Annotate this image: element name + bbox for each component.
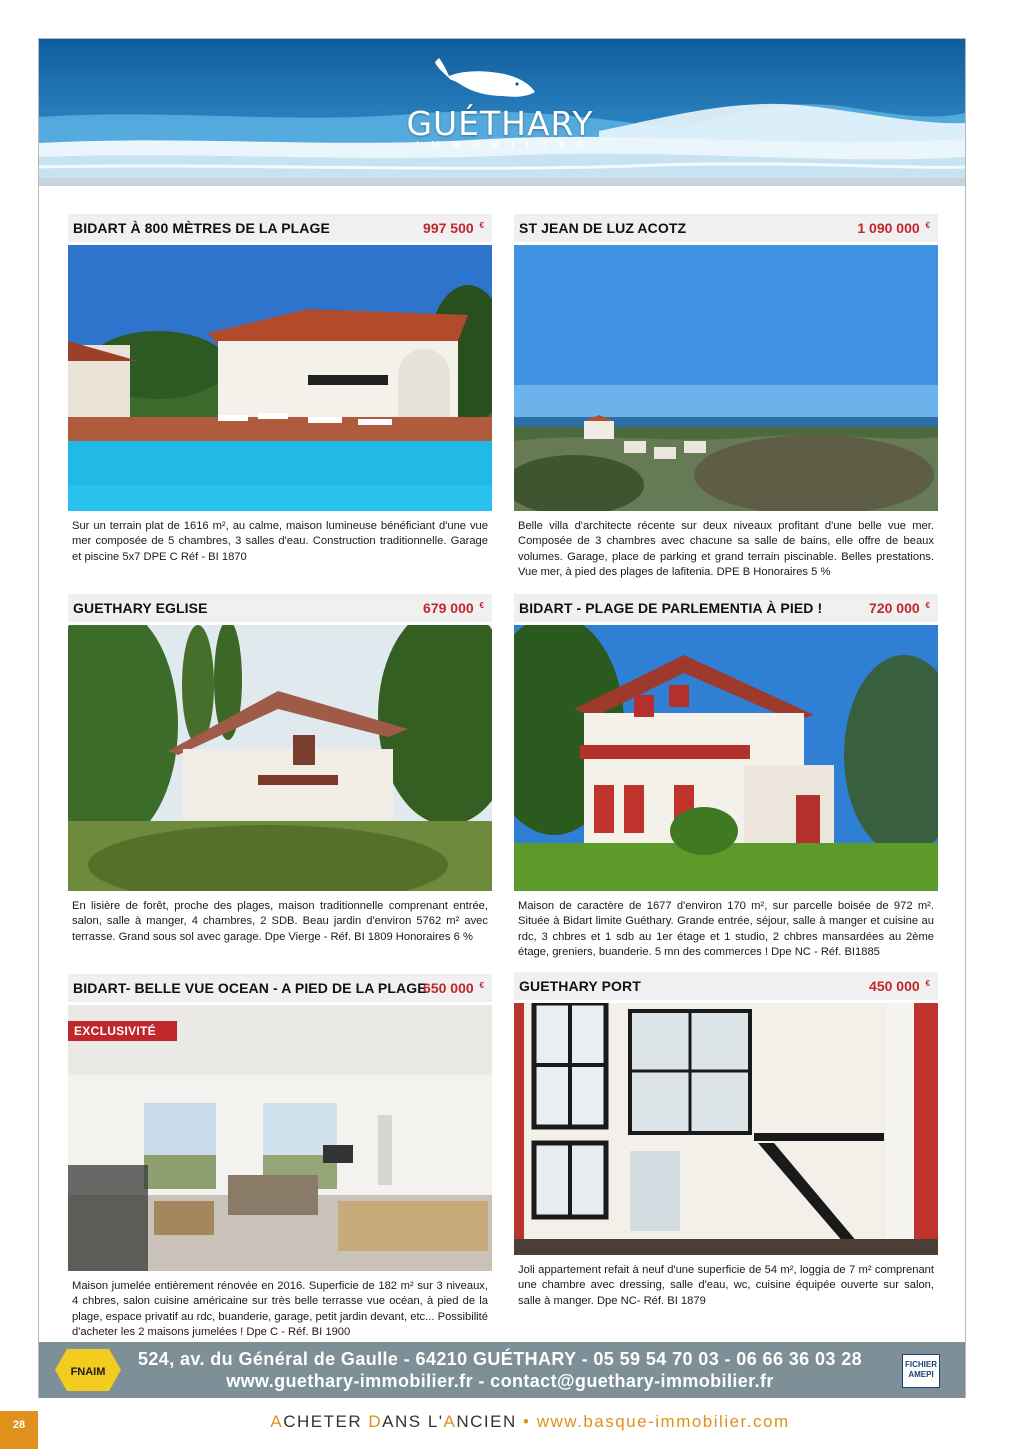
listing-description: Joli appartement refait à neuf d'une superficie de 54 m², loggia de 7 m² comprenant une chambre avec dressing, salle d'eau, wc, cuisine équipée ouverte sur salon, salle à manger. Dpe NC- Réf. BI 1879 [518, 1264, 934, 1307]
footer-tagline: ACHETER DANS L'ANCIEN • www.basque-immobilier.com [270, 1412, 790, 1431]
contact-address: 524, av. du Général de Gaulle - 64210 GUÉTHARY - 05 59 54 70 03 - 06 66 36 03 28 [137, 1349, 863, 1369]
banner-divider [39, 178, 965, 186]
listing-title: BIDART À 800 MÈTRES DE LA PLAGE [73, 220, 330, 236]
listing-description: Sur un terrain plat de 1616 m², au calme, maison lumineuse bénéficiant d'une vue mer composée de 5 chambres, 3 salles d'eau. Construction traditionnelle. Garage et piscine 5x7 DPE C Réf - BI 1870 [72, 520, 488, 563]
contact-web-email[interactable]: www.guethary-immobilier.fr - contact@guethary-immobilier.fr [226, 1371, 774, 1391]
footer-website-link[interactable]: www.basque-immobilier.com [536, 1412, 790, 1431]
listing-header [68, 214, 492, 242]
listing-title: GUETHARY EGLISE [73, 600, 208, 616]
listing-description: Maison de caractère de 1677 d'environ 170 m², sur parcelle boisée de 972 m². Située à Bidart limite Guéthary. Grande entrée, séjour, salle à manger et cuisine au rdc, 3 chbres et 1 sdb au 1er étage et 1 studio, 2 chbres mansardées au 2ème étage, greniers, buanderie. 5 mn des commerces ! Dpe NC - Réf. BI1885 [518, 900, 934, 959]
svg-text:FNAIM: FNAIM [70, 1366, 106, 1378]
listing-header [68, 974, 492, 1002]
listing-title: BIDART - PLAGE DE PARLEMENTIA À PIED ! [519, 600, 823, 616]
whale-logo-icon [433, 52, 541, 100]
listing-card[interactable] [68, 214, 492, 565]
listing-header [514, 972, 938, 1000]
listing-price: 1 090 000 € [857, 220, 930, 236]
exclusivity-badge: EXCLUSIVITÉ [68, 1021, 177, 1041]
listing-price: 997 500 € [423, 220, 484, 236]
listing-price: 679 000 € [423, 600, 484, 616]
listing-photo[interactable] [514, 1003, 938, 1255]
listing-card[interactable] [68, 594, 492, 945]
listing-title: GUETHARY PORT [519, 978, 641, 994]
listing-card[interactable] [514, 594, 938, 961]
listing-photo[interactable] [68, 1005, 492, 1271]
listing-description: En lisière de forêt, proche des plages, maison traditionnelle comprenant entrée, salon, salle à manger, 4 chambres, 2 SDB. Beau jardin d'environ 5762 m² avec terrasse. Grand sous sol avec garage. Dpe Vierge - Réf. BI 1809 Honoraires 6 % [72, 900, 488, 943]
listing-header [68, 594, 492, 622]
listing-photo[interactable] [68, 625, 492, 891]
listing-photo[interactable] [514, 245, 938, 511]
listing-price: 450 000 € [869, 978, 930, 994]
listing-title: ST JEAN DE LUZ ACOTZ [519, 220, 687, 236]
listing-photo[interactable] [514, 625, 938, 891]
brand-name: GUÉTHARY [406, 104, 594, 143]
listing-price: 720 000 € [869, 600, 930, 616]
listing-card[interactable] [514, 214, 938, 581]
listing-header [514, 214, 938, 242]
page-number: 28 [0, 1411, 38, 1449]
listing-title: BIDART- BELLE VUE OCEAN - A PIED DE LA PLAGE [73, 980, 427, 996]
brand-subtitle: IMMOBILIER [416, 140, 596, 151]
listing-photo[interactable] [68, 245, 492, 511]
listing-description: Maison jumelée entièrement rénovée en 2016. Superficie de 182 m² sur 3 niveaux, 4 chbres, salon cuisine américaine sur très belle terrasse vue océan, à pied de la plage, espace privatif au rdc, buanderie, garage, petit jardin devant, etc... Possibilité d'acheter les 2 maisons jumelées ! Dpe C - Réf. BI 1900 [72, 1280, 488, 1339]
listing-header [514, 594, 938, 622]
listing-description: Belle villa d'architecte récente sur deux niveaux profitant d'une belle vue mer. Composée de 3 chambres avec chacune sa salle de bains, elle offre de beaux volumes. Garage, place de parking et grand terrain piscinable. Belles prestations. Vue mer, à pied des plages de lafitenia. DPE B Honoraires 5 % [518, 520, 934, 579]
fnaim-logo-icon [55, 1349, 121, 1391]
listing-price: 650 000 € [423, 980, 484, 996]
amepi-logo: FICHIER AMEPI [902, 1354, 940, 1388]
listing-card[interactable] [514, 972, 938, 1309]
